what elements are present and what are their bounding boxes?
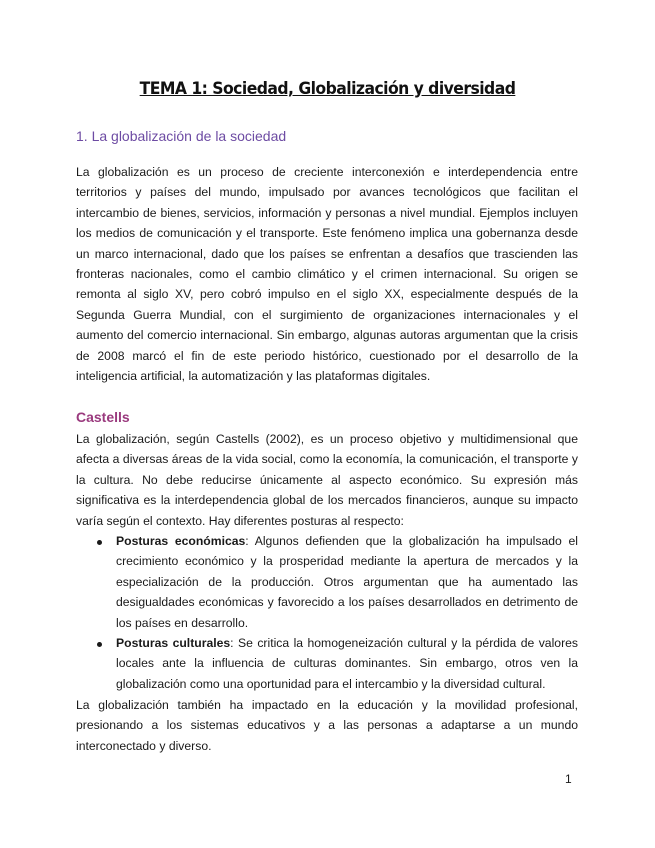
bullet-icon [97, 540, 102, 545]
bullet-icon [97, 642, 102, 647]
document-title: TEMA 1: Sociedad, Globalización y diversidad [139, 79, 516, 99]
section-paragraph-castells: La globalización, según Castells (2002), es un proceso objetivo y multidimensional que afecta a diversas áreas de la vida social, como la economía, la comunicación, el transporte y la cultura. No debe reducirse únicamente al aspecto económico. Su expresión más significativa es la interdependencia global de los mercados financieros, aunque su impacto varía según el contexto. Hay diferentes posturas al respecto: [76, 432, 578, 528]
page-number: 1 [565, 772, 572, 786]
bullet-text: : Algunos defienden que la globalización ha impulsado el crecimiento económico y la prosperidad mediante la apertura de mercados y la especialización de la producción. Otros argumentan que ha aumentado las desigualdades económicas y favorecido a los países desarrollados en detrimento de los países en desarrollo. [116, 534, 578, 630]
posturas-list [76, 531, 578, 694]
section-heading-globalizacion: 1. La globalización de la sociedad [76, 128, 287, 144]
list-item-posturas-economicas [76, 531, 578, 633]
section-paragraph-globalizacion: La globalización es un proceso de creciente interconexión e interdependencia entre territorios y países del mundo, impulsado por avances tecnológicos que facilitan el intercambio de bienes, servicios, información y personas a nivel mundial. Ejemplos incluyen los medios de comunicación y el transporte. Este fenómeno implica una gobernanza desde un marco internacional, dado que los países se enfrentan a desafíos que trascienden las fronteras nacionales, como el cambio climático y el crimen internacional. Su origen se remonta al siglo XV, pero cobró impulso en el siglo XX, especialmente después de la Segunda Guerra Mundial, con el surgimiento de organizaciones internacionales y el aumento del comercio internacional. Sin embargo, algunas autoras argumentan que la crisis de 2008 marcó el fin de este periodo histórico, cuestionado por el desarrollo de la inteligencia artificial, la automatización y las plataformas digitales. [76, 165, 578, 384]
closing-paragraph: La globalización también ha impactado en la educación y la movilidad profesional, presionando a los sistemas educativos y a las personas a adaptarse a un mundo interconectado y diverso. [76, 698, 578, 753]
section-heading-castells: Castells [76, 409, 130, 425]
bullet-text: : Se critica la homogeneización cultural y la pérdida de valores locales ante la influencia de culturas dominantes. Sin embargo, otros ven la globalización como una oportunidad para el intercambio y la diversidad cultural. [116, 636, 578, 691]
bullet-term: Posturas económicas [116, 534, 246, 548]
list-item-posturas-culturales [76, 633, 578, 694]
bullet-term: Posturas culturales [116, 636, 231, 651]
